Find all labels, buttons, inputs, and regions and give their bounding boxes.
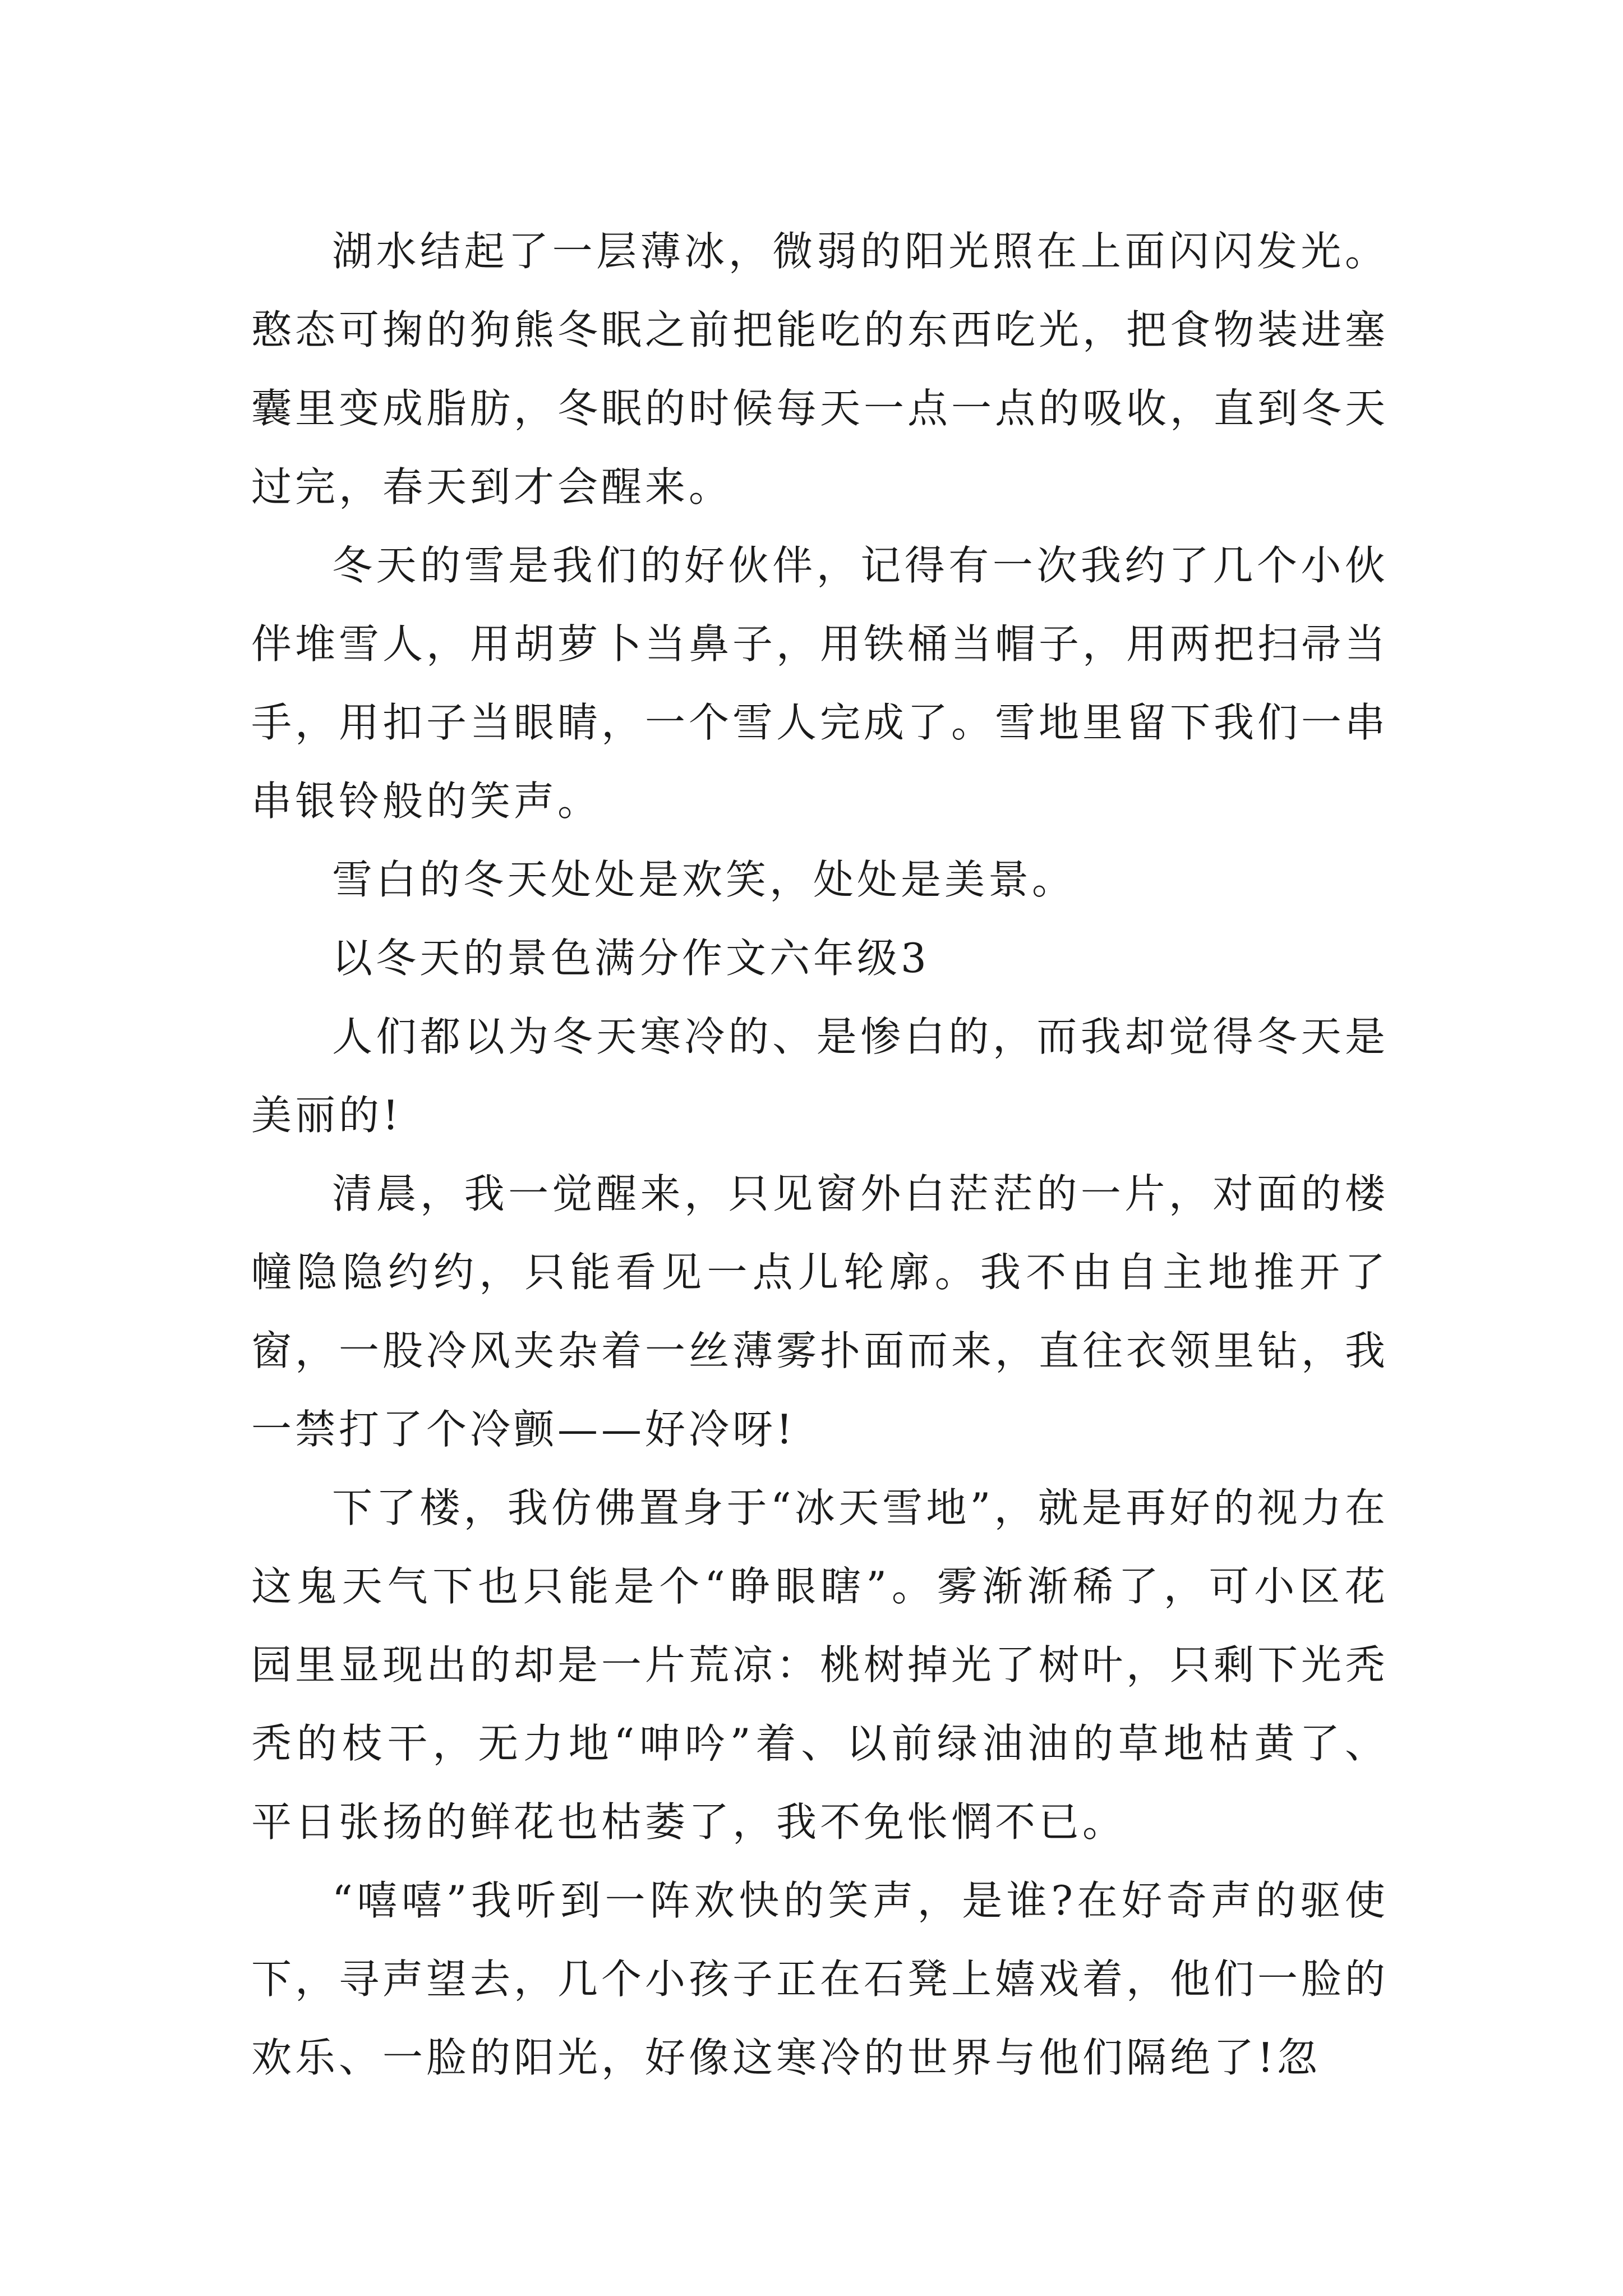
- paragraph-lake-ice: 湖水结起了一层薄冰，微弱的阳光照在上面闪闪发光。憨态可掬的狗熊冬眠之前把能吃的东西吃光，把食物装进塞囊里变成脂肪，冬眠的时候每天一点一点的吸收，直到冬天过完，春天到才会醒来。: [251, 228, 1389, 510]
- document-body: [251, 212, 1389, 2097]
- paragraph-morning: 清晨，我一觉醒来，只见窗外白茫茫的一片，对面的楼幢隐隐约约，只能看见一点儿轮廓。我不由自主地推开了窗，一股冷风夹杂着一丝薄雾扑面而来，直往衣领里钻，我一禁打了个冷颤——好冷呀!: [251, 1170, 1389, 1453]
- paragraph-downstairs: 下了楼，我仿佛置身于“冰天雪地”，就是再好的视力在这鬼天气下也只能是个“睁眼瞎”。雾渐渐稀了，可小区花园里显现出的却是一片荒凉：桃树掉光了树叶，只剩下光秃秃的枝干，无力地“呻吟”着、以前绿油油的草地枯黄了、平日张扬的鲜花也枯萎了，我不免怅惘不已。: [251, 1484, 1389, 1846]
- essay-heading: 以冬天的景色满分作文六年级3: [332, 935, 930, 982]
- paragraph-snowman: 冬天的雪是我们的好伙伴，记得有一次我约了几个小伙伴堆雪人，用胡萝卜当鼻子，用铁桶当帽子，用两把扫帚当手，用扣子当眼睛，一个雪人完成了。雪地里留下我们一串串银铃般的笑声。: [251, 542, 1389, 825]
- paragraph-winter-beautiful: 人们都以为冬天寒冷的、是惨白的，而我却觉得冬天是美丽的!: [251, 1013, 1389, 1139]
- paragraph-laughter: “嘻嘻”我听到一阵欢快的笑声，是谁?在好奇声的驱使下，寻声望去，几个小孩子正在石凳上嬉戏着，他们一脸的欢乐、一脸的阳光，好像这寒冷的世界与他们隔绝了!忽: [251, 1877, 1389, 2081]
- paragraph-winter-joy: 雪白的冬天处处是欢笑，处处是美景。: [332, 856, 1076, 903]
